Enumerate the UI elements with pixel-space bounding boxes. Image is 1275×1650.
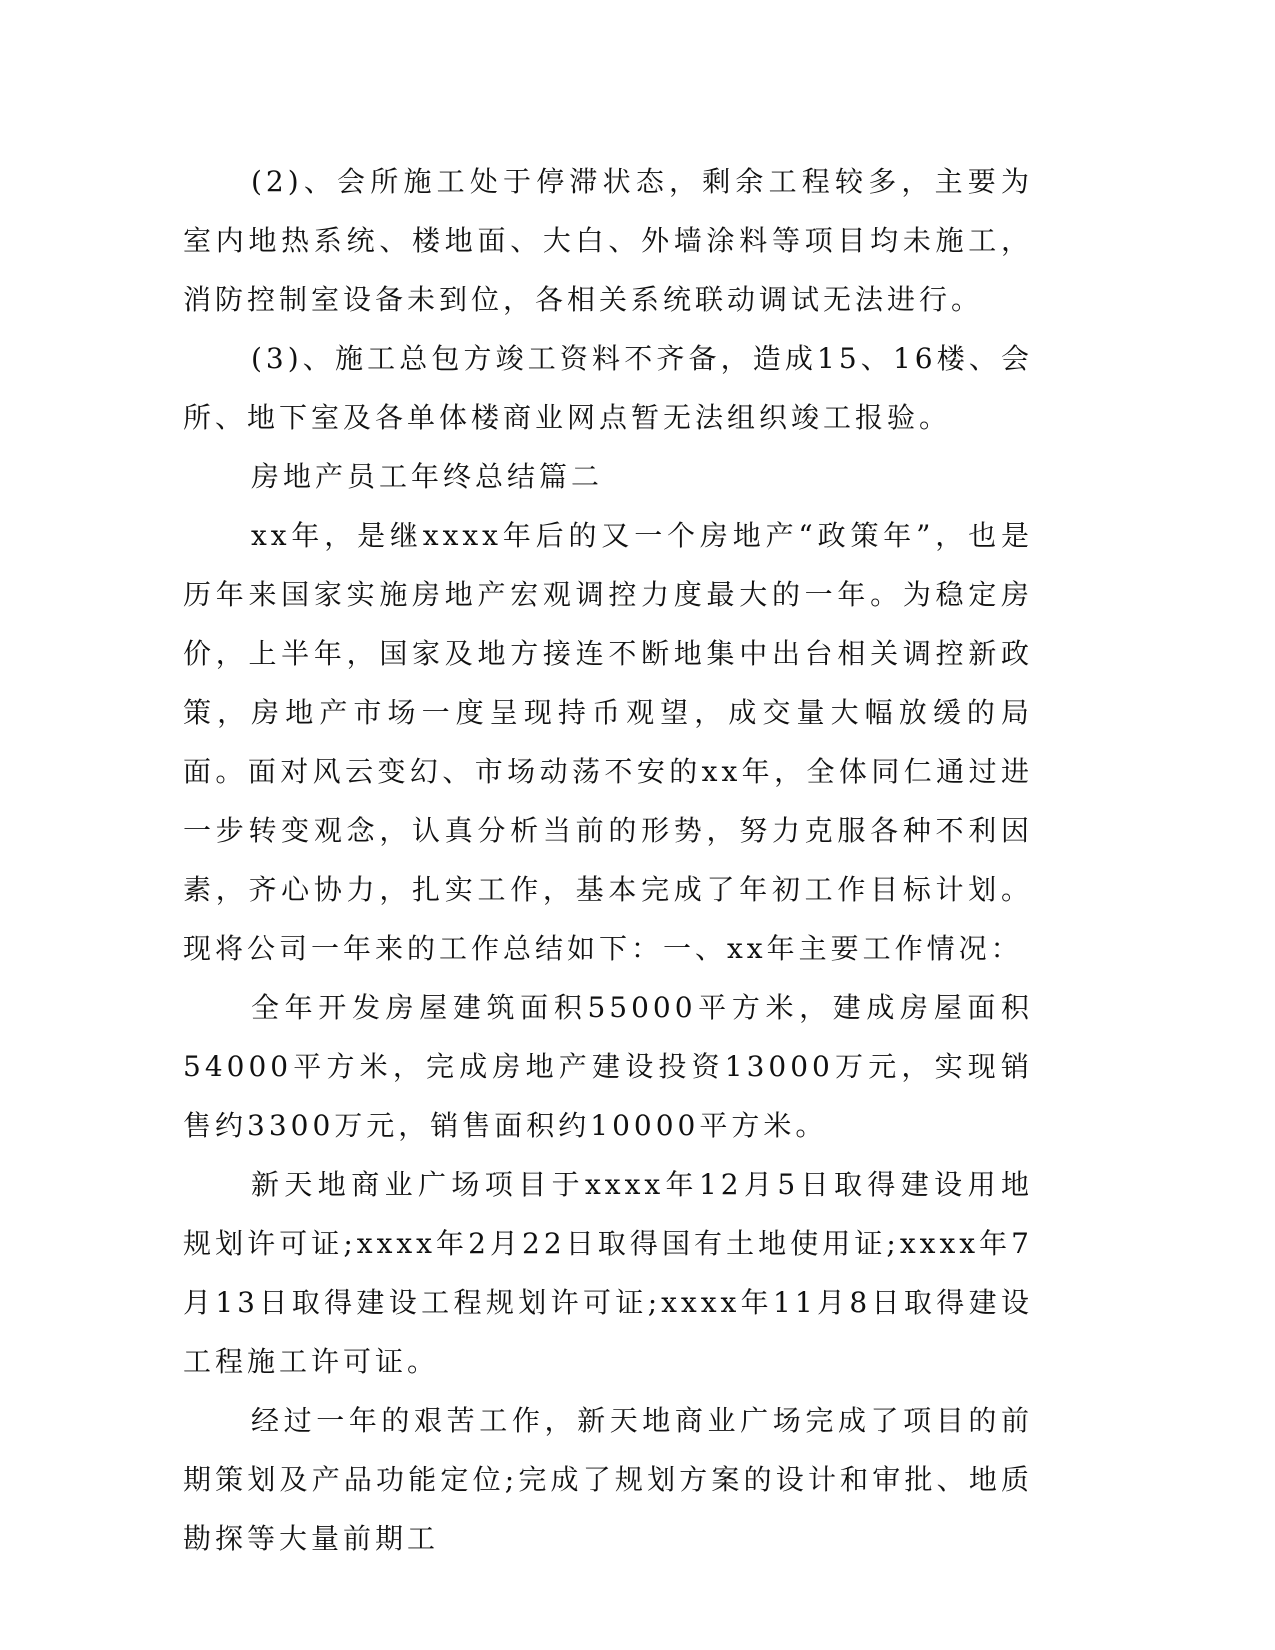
paragraph-completion-documents: (3)、施工总包方竣工资料不齐备，造成15、16楼、会所、地下室及各单体楼商业网点暂无法组织竣工报验。 xyxy=(183,342,1033,434)
paragraph-annual-figures: 全年开发房屋建筑面积55000平方米，建成房屋面积54000平方米，完成房地产建设投资13000万元，实现销售约3300万元，销售面积约10000平方米。 xyxy=(183,991,1033,1142)
paragraph-policy-year: xx年，是继xxxx年后的又一个房地产“政策年”，也是历年来国家实施房地产宏观调控力度最大的一年。为稳定房价，上半年，国家及地方接连不断地集中出台相关调控新政策，房地产市场一度呈现持币观望，成交量大幅放缓的局面。面对风云变幻、市场动荡不安的xx年，全体同仁通过进一步转变观念，认真分析当前的形势，努力克服各种不利因素，齐心协力，扎实工作，基本完成了年初工作目标计划。现将公司一年来的工作总结如下：一、xx年主要工作情况： xyxy=(183,519,1033,965)
paragraph-club-construction: (2)、会所施工处于停滞状态，剩余工程较多，主要为室内地热系统、楼地面、大白、外墙涂料等项目均未施工，消防控制室设备未到位，各相关系统联动调试无法进行。 xyxy=(183,165,1033,316)
document-page xyxy=(183,152,1033,1568)
paragraph-permits: 新天地商业广场项目于xxxx年12月5日取得建设用地规划许可证;xxxx年2月22日取得国有土地使用证;xxxx年7月13日取得建设工程规划许可证;xxxx年11月8日取得建设工程施工许可证。 xyxy=(183,1168,1033,1378)
paragraph-planning-work: 经过一年的艰苦工作，新天地商业广场完成了项目的前期策划及产品功能定位;完成了规划方案的设计和审批、地质勘探等大量前期工 xyxy=(183,1404,1033,1555)
section-heading: 房地产员工年终总结篇二 xyxy=(251,460,604,493)
